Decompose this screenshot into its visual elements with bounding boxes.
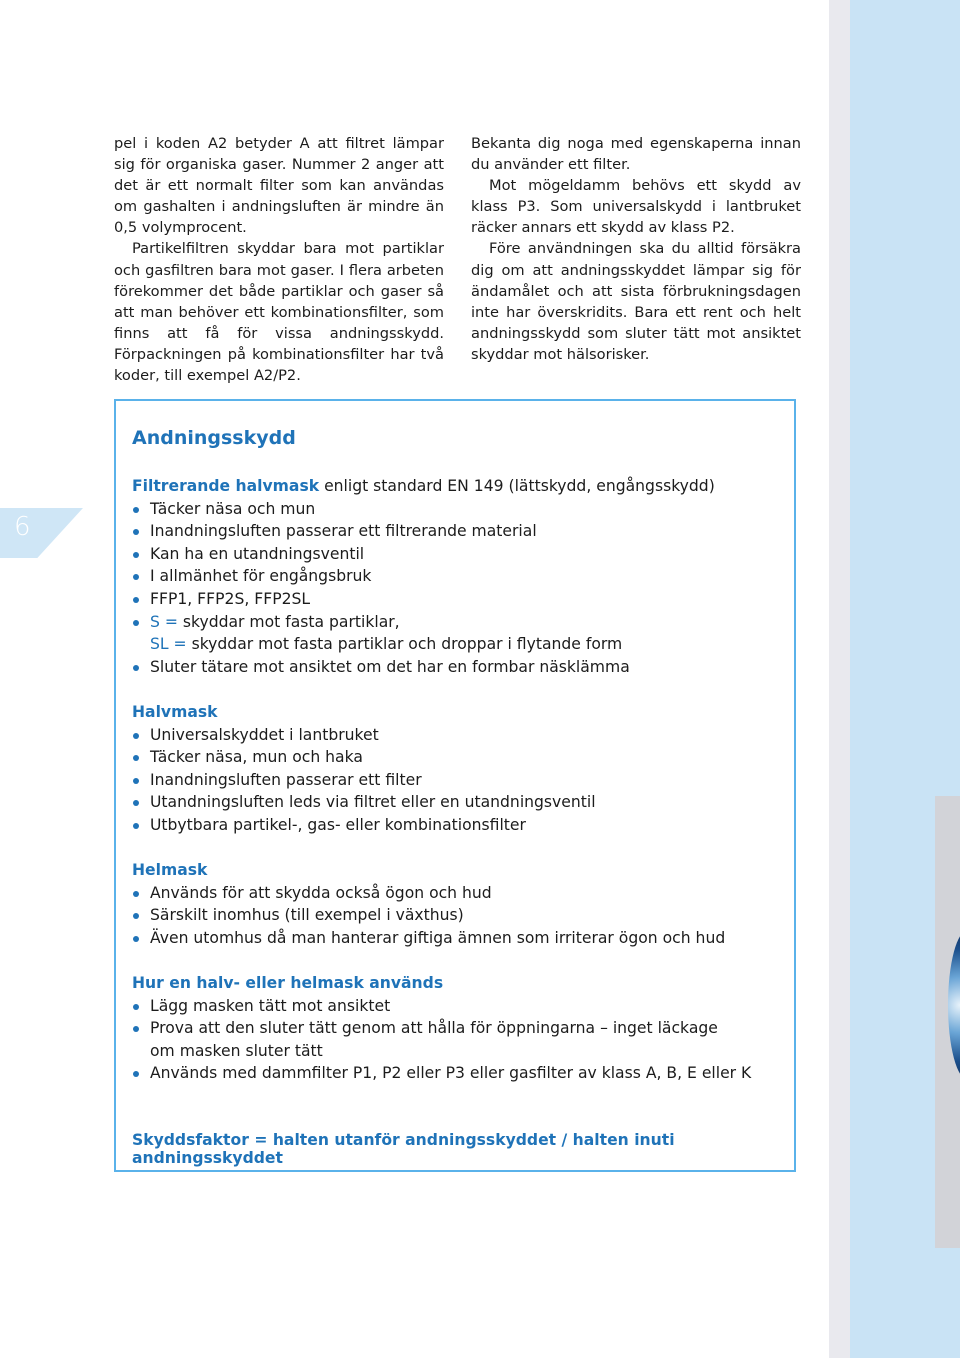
- list-item: I allmänhet för engångsbruk: [132, 565, 792, 588]
- paragraph: Mot mögeldamm behövs ett skydd av klass P3. Som universalskydd i lantbruket räcker annars ett skydd av klass P2.: [471, 177, 801, 237]
- paragraph: Före användningen ska du alltid försäkra dig om att andningsskyddet lämpar sig för ändamålet och att sista förbrukningsdagen inte har överskridits. Bara ett rent och helt andningsskydd som sluter tätt mot ansiktet skyddar mot hälsorisker.: [471, 240, 801, 363]
- list-item: Täcker näsa, mun och haka: [132, 746, 792, 769]
- box-title: Andningsskydd: [132, 427, 296, 449]
- list-item: Utbytbara partikel-, gas- eller kombinationsfilter: [132, 814, 792, 837]
- section-filtrerande: [132, 475, 792, 678]
- bullet-list: [132, 882, 792, 950]
- list-item: Inandningsluften passerar ett filtrerande material: [132, 520, 792, 543]
- section-heading-line: [132, 475, 792, 498]
- list-item-s: [132, 611, 792, 634]
- page-number-tab: [0, 508, 83, 558]
- list-item-sl: [132, 633, 792, 656]
- sl-key: SL =: [150, 635, 187, 654]
- bullet-list: [132, 724, 792, 837]
- list-item: Även utomhus då man hanterar giftiga ämnen som irriterar ögon och hud: [132, 927, 792, 950]
- list-item: Särskilt inomhus (till exempel i växthus): [132, 904, 792, 927]
- list-item: Utandningsluften leds via filtret eller en utandningsventil: [132, 791, 792, 814]
- page-number: 6: [14, 512, 31, 542]
- section-heading: Hur en halv- eller helmask används: [132, 974, 444, 992]
- section-heading: Helmask: [132, 861, 208, 879]
- heading-suffix: enligt standard EN 149 (lättskydd, engångsskydd): [319, 477, 715, 495]
- paragraph: Partikelfiltren skyddar bara mot partiklar och gasfiltren bara mot gaser. I flera arbeten förekommer det både partiklar och gaser så att man behöver ett kombinationsfilter, som finns att få för vissa andningsskydd. Förpackningen på kombinationsfilter har två koder, till exempel A2/P2.: [114, 240, 444, 385]
- s-text: skyddar mot fasta partiklar,: [177, 612, 400, 631]
- sl-text: skyddar mot fasta partiklar och droppar i flytande form: [186, 635, 623, 654]
- paragraph: pel i koden A2 betyder A att filtret lämpar sig för organiska gaser. Nummer 2 anger att det är ett normalt filter som kan användas om gashalten i andningsluften är mindre än 0,5 volymprocent.: [114, 135, 444, 237]
- info-box: [114, 399, 796, 1172]
- list-item: Sluter tätare mot ansiktet om det har en formbar näsklämma: [132, 656, 792, 679]
- list-item: Lägg masken tätt mot ansiktet: [132, 995, 792, 1018]
- text-column-right: [471, 133, 801, 365]
- list-item: Används för att skydda också ögon och hud: [132, 882, 792, 905]
- list-item: Används med dammfilter P1, P2 eller P3 eller gasfilter av klass A, B, E eller K: [132, 1062, 792, 1085]
- list-item-continuation: om masken sluter tätt: [150, 1041, 323, 1060]
- list-item: Kan ha en utandningsventil: [132, 543, 792, 566]
- list-item: Inandningsluften passerar ett filter: [132, 769, 792, 792]
- section-heading: Filtrerande halvmask: [132, 477, 320, 495]
- list-item: Täcker näsa och mun: [132, 498, 792, 521]
- section-heading: Halvmask: [132, 703, 218, 721]
- formula: Skyddsfaktor = halten utanför andningsskyddet / halten inuti andningsskyddet: [132, 1131, 675, 1167]
- list-item: Universalskyddet i lantbruket: [132, 724, 792, 747]
- section-helmask: [132, 859, 792, 949]
- section-hur: [132, 972, 792, 1085]
- text-column-left: [114, 133, 444, 386]
- list-item: Prova att den sluter tätt genom att hålla för öppningarna – inget läckage: [132, 1017, 792, 1040]
- bullet-list: [132, 995, 792, 1085]
- s-key: S =: [150, 612, 178, 631]
- list-item: FFP1, FFP2S, FFP2SL: [132, 588, 792, 611]
- paragraph: Bekanta dig noga med egenskaperna innan du använder ett filter.: [471, 135, 801, 174]
- section-halvmask: [132, 701, 792, 837]
- bullet-list: [132, 498, 792, 679]
